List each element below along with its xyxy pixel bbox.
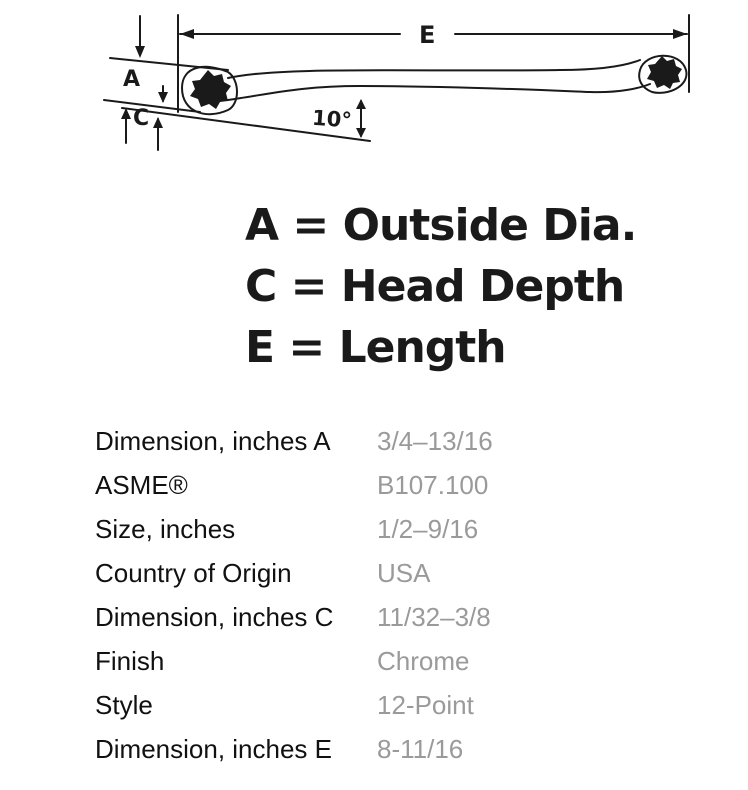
spec-value: 1/2–9/16 <box>377 513 479 544</box>
spec-value: B107.100 <box>377 469 489 500</box>
spec-value: USA <box>377 557 431 588</box>
e-arrowhead-right <box>673 29 687 39</box>
label-a: A <box>123 67 141 92</box>
a-arrowhead-bottom <box>158 92 168 103</box>
angle-arrowhead-top <box>356 99 366 109</box>
spec-row <box>95 727 493 771</box>
spec-label: Country of Origin <box>95 557 292 588</box>
spec-value: Chrome <box>377 645 470 676</box>
label-e: E <box>419 21 436 49</box>
label-c: C <box>133 106 150 131</box>
legend-text: = Length <box>288 322 506 373</box>
legend-text: = Head Depth <box>290 261 625 312</box>
spec-row <box>95 419 493 463</box>
e-arrowhead-left <box>180 29 194 39</box>
spec-label: Size, inches <box>95 513 236 544</box>
spec-row <box>95 683 493 727</box>
left-socket-12-point <box>190 70 231 109</box>
spec-label: ASME® <box>95 469 188 500</box>
spec-value: 8-11/16 <box>377 733 464 764</box>
wrench-handle <box>228 60 650 100</box>
spec-value: 3/4–13/16 <box>377 425 493 456</box>
spec-label: Dimension, inches C <box>95 601 334 632</box>
spec-row <box>95 639 493 683</box>
spec-label: Finish <box>95 645 165 676</box>
spec-label: Dimension, inches E <box>95 733 332 764</box>
legend-letter: E <box>245 322 275 373</box>
legend-row-a <box>245 195 636 256</box>
legend-row-e <box>245 317 636 378</box>
spec-label: Dimension, inches A <box>95 425 331 456</box>
spec-row <box>95 463 493 507</box>
spec-row <box>95 507 493 551</box>
spec-value: 11/32–3/8 <box>377 601 491 632</box>
spec-label: Style <box>95 689 153 720</box>
angle-arrowhead-bottom <box>356 128 366 138</box>
legend-letter: C <box>245 261 277 312</box>
spec-value: 12-Point <box>377 689 474 720</box>
spec-row <box>95 595 493 639</box>
wrench-dimension-diagram <box>0 0 748 160</box>
legend-row-c <box>245 256 636 317</box>
specifications-table <box>95 419 493 771</box>
label-angle: 10° <box>311 105 353 133</box>
spec-row <box>95 551 493 595</box>
right-socket-12-point <box>647 56 682 89</box>
dimension-legend <box>245 195 636 378</box>
legend-text: = Outside Dia. <box>292 200 637 251</box>
legend-letter: A <box>245 200 279 251</box>
c-arrowhead-right <box>153 117 163 128</box>
a-arrowhead-top <box>135 46 145 58</box>
